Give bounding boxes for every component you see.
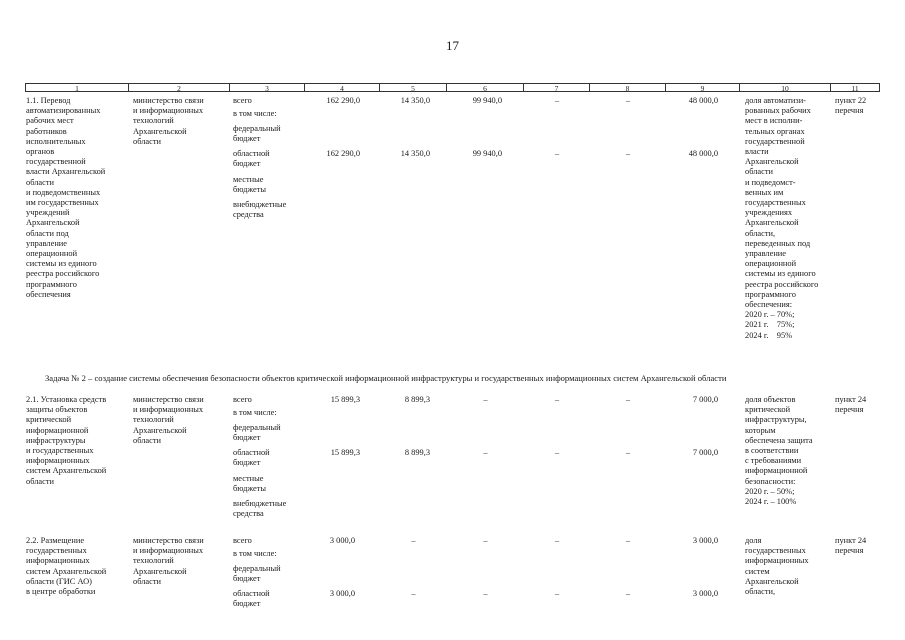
value-total-col4: 3 000,0 [329,536,355,545]
value-total-col8: – [625,96,631,105]
value-regional-col8: – [625,448,631,457]
value-total-col5: 8 899,3 [404,395,430,404]
value-total-col6: 99 940,0 [472,96,502,105]
header-cell: 3 [230,83,305,92]
source-incl: в том числе: [233,109,277,118]
value-total-col5: 14 350,0 [400,96,430,105]
value-regional-col6: – [483,448,488,457]
source-local: местные бюджеты [233,175,267,195]
value-regional-col9: 48 000,0 [688,149,718,158]
executor: министерство связи и информационных технологий Архангельской области [133,536,204,586]
value-regional-col4: 3 000,0 [329,589,355,598]
value-total-col7: – [554,536,560,545]
value-regional-col8: – [625,149,631,158]
source-total: всего [233,536,252,545]
value-total-col6: – [483,395,488,404]
source-federal: федеральный бюджет [233,564,281,584]
value-total-col8: – [625,536,631,545]
value-regional-col4: 15 899,3 [330,448,360,457]
activity-name: 2.1. Установка средств защиты объектов критической информационной инфраструктуры и государственных информационных систем Архангельской области [26,395,107,486]
source-local: местные бюджеты [233,474,267,494]
source-federal: федеральный бюджет [233,423,281,443]
value-regional-col4: 162 290,0 [326,149,360,158]
value-regional-col9: 7 000,0 [692,448,718,457]
source-extra: внебюджетные средства [233,499,287,519]
source-total: всего [233,395,252,404]
activity-name: 2.2. Размещение государственных информационных систем Архангельской области (ГИС АО) в центре обработки [26,536,107,597]
value-regional-col5: – [411,589,416,598]
header-cell: 8 [590,83,666,92]
header-cell: 1 [25,83,129,92]
activity-name: 1.1. Перевод автоматизированных рабочих мест работников исполнительных органов государственной власти Архангельской области и подведомственных им государственных учреждений Архангельской области под управление операционной системы из единого реестра российского программного обеспечения [26,96,106,299]
value-total-col9: 7 000,0 [692,395,718,404]
source-incl: в том числе: [233,549,277,558]
page-number: 17 [446,38,459,53]
value-total-col4: 162 290,0 [326,96,360,105]
header-cell: 5 [380,83,447,92]
value-total-col7: – [554,395,560,404]
executor: министерство связи и информационных технологий Архангельской области [133,96,204,146]
source-regional: областной бюджет [233,589,270,609]
value-regional-col5: 8 899,3 [404,448,430,457]
header-cell: 10 [740,83,831,92]
executor: министерство связи и информационных технологий Архангельской области [133,395,204,445]
indicator: доля автоматизи- рованных рабочих мест в исполни- тельных органах государственной власти Архангельской области и подведомст- венных им государственных учреждениях Архангельской области, переведенных под управление операционной системы из единого реестра российского программного обеспечения: 2020 г. – 70%; 2021 г. 75%; 2024 г. 95% [745,96,819,340]
header-cell: 9 [666,83,740,92]
source-total: всего [233,96,252,105]
source-regional: областной бюджет [233,448,270,468]
value-regional-col7: – [554,149,560,158]
value-regional-col7: – [554,589,560,598]
value-regional-col9: 3 000,0 [692,589,718,598]
value-regional-col8: – [625,589,631,598]
value-total-col4: 15 899,3 [330,395,360,404]
indicator: доля государственных информационных систем Архангельской области, [745,536,809,597]
value-regional-col6: 99 940,0 [472,149,502,158]
header-cell: 4 [305,83,380,92]
value-regional-col7: – [554,448,560,457]
value-total-col7: – [554,96,560,105]
value-total-col9: 3 000,0 [692,536,718,545]
reference: пункт 24 перечня [835,536,867,556]
value-total-col5: – [411,536,416,545]
reference: пункт 22 перечня [835,96,867,116]
header-cell: 6 [447,83,524,92]
source-extra: внебюджетные средства [233,200,287,220]
value-regional-col5: 14 350,0 [400,149,430,158]
source-regional: областной бюджет [233,149,270,169]
source-incl: в том числе: [233,408,277,417]
value-total-col6: – [483,536,488,545]
value-regional-col6: – [483,589,488,598]
header-cell: 2 [129,83,230,92]
value-total-col9: 48 000,0 [688,96,718,105]
header-cell: 11 [831,83,880,92]
task-heading: Задача № 2 – создание системы обеспечения безопасности объектов критической информационной инфраструктуры и государственных информационных систем Архангельской области [45,373,727,383]
value-total-col8: – [625,395,631,404]
header-cell: 7 [524,83,590,92]
reference: пункт 24 перечня [835,395,867,415]
indicator: доля объектов критической инфраструктуры, которым обеспечена защита в соответствии с требованиями информационной безопасности: 2020 г. – 50%; 2024 г. – 100% [745,395,813,507]
source-federal: федеральный бюджет [233,124,281,144]
